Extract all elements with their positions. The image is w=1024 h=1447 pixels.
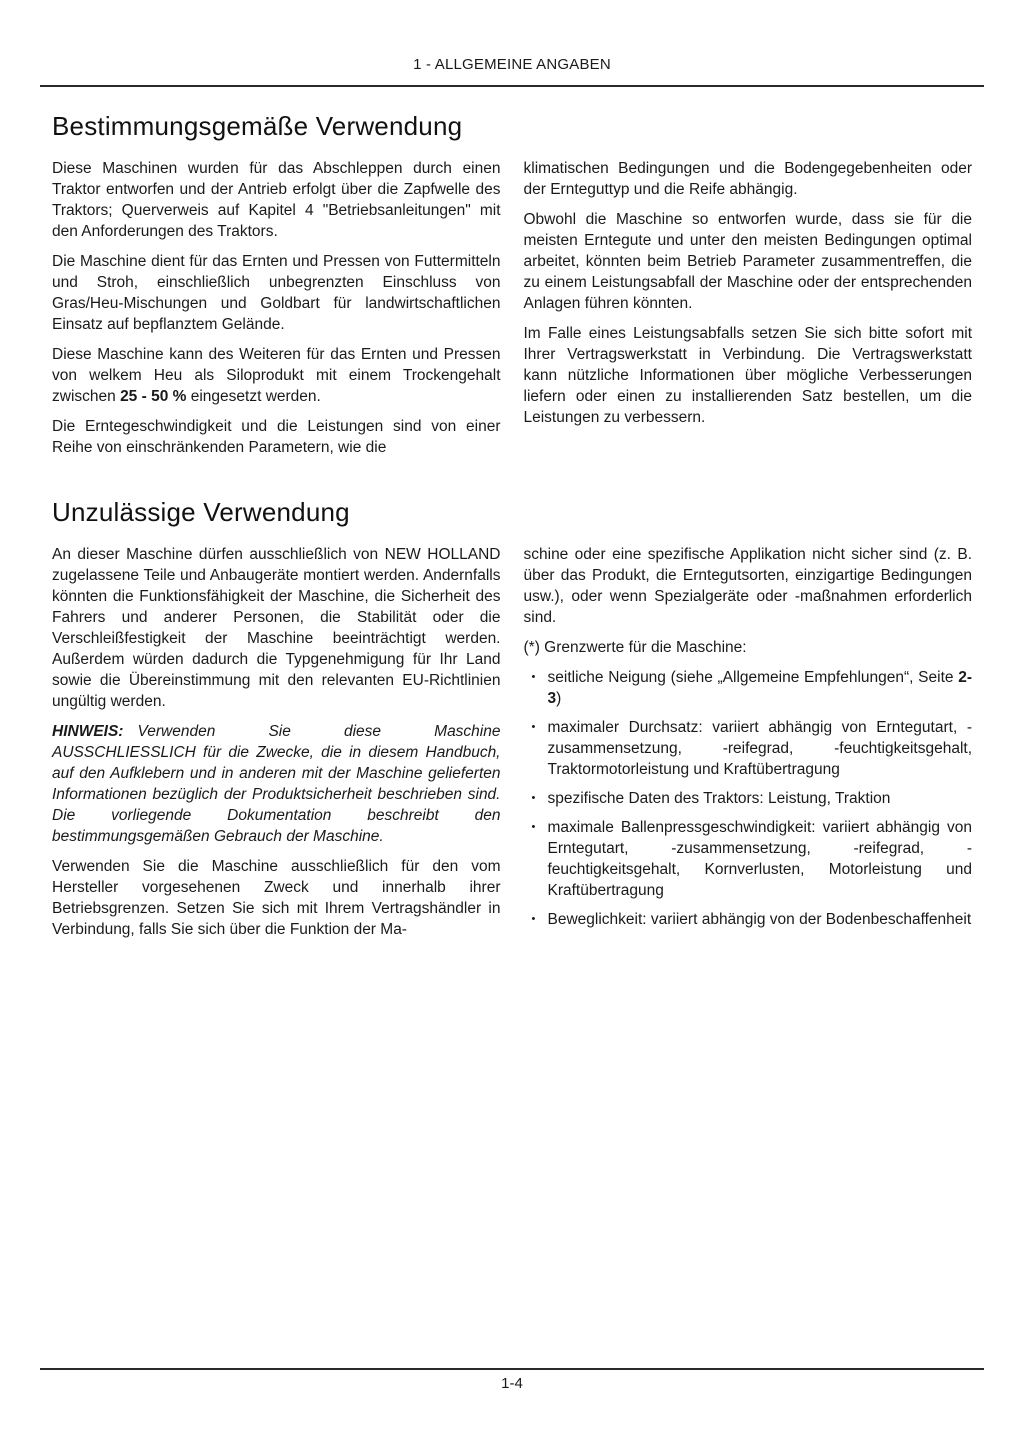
paragraph: schine oder eine spezifische Applikation nicht sicher sind (z. B. über das Produkt, die Erntegutsorten, einzigartige Bedingungen usw.), oder wenn Spezialgeräte oder -maßnahmen erforderlich sind. [523,546,972,626]
page-footer [40,1368,984,1392]
paragraph: Die Erntegeschwindigkeit und die Leistungen sind von einer Reihe von einschränkenden Parametern, wie die [52,418,501,456]
paragraph: Obwohl die Maschine so entworfen wurde, dass sie für die meisten Erntegute und unter den meisten Bedingungen optimal arbeitet, könnten beim Betrieb Parameter zusammentreffen, die zu einem Leistungsabfall der Maschine oder der entsprechenden Anlagen führen könnten. [523,211,972,312]
paragraph [52,344,501,407]
bullet-item [524,667,973,709]
section-title-prohibited-use: Unzulässige Verwendung [52,497,350,527]
paragraph: Die Maschine dient für das Ernten und Pressen von Futtermitteln und Stroh, einschließlich unbegrenzten Einschluss von Gras/Heu-Mischungen und Goldbart für landwirtschaftlichen Einsatz auf bepflanztem Gelände. [52,253,501,333]
section2-left-column [52,544,501,949]
bullet-item [524,717,973,780]
bullet-icon: • [531,792,536,804]
section1-right-column [524,158,973,437]
page-header [0,0,1024,87]
paragraph: klimatischen Bedingungen und die Bodengegebenheiten oder der Ernteguttyp und die Reife abhängig. [523,160,972,198]
section1-left-column [52,158,501,467]
section2-columns [52,544,972,949]
section1-columns [52,158,972,467]
bullet-text: maximaler Durchsatz: variiert abhängig von Erntegutart, -zusammensetzung, -reifegrad, -feuchtigkeitsgehalt, Traktormotorleistung und Kraftübertragung [547,719,972,778]
note-paragraph [52,721,501,847]
bullet-text: maximale Ballenpressgeschwindigkeit: variiert abhängig von Erntegutart, -zusammensetzung, -reifegrad, -feuchtigkeitsgehalt, Kornverlusten, Motorleistung und Kraftübertragung [547,819,972,899]
paragraph: An dieser Maschine dürfen ausschließlich von NEW HOLLAND zugelassene Teile und Anbaugeräte montiert werden. Andernfalls könnten die Funktionsfähigkeit der Maschine, die Sicherheit des Fahrers und anderer Personen, die Stabilität oder die Verschleißfestigkeit der Maschine beeinträchtigt werden. Außerdem würden dadurch die Typgenehmigung für Ihr Land sowie die Übereinstimmung mit den relevanten EU-Richtlinien ungültig werden. [52,546,501,710]
section-title-intended-use: Bestimmungsgemäße Verwendung [52,111,463,141]
text-run: ) [556,690,562,707]
paragraph: Diese Maschinen wurden für das Abschleppen durch einen Traktor entworfen und der Antrieb erfolgt über die Zapfwelle des Traktors; Querverweis auf Kapitel 4 "Betriebsanleitungen" mit den Anforderungen des Traktors. [52,160,501,240]
bullet-text: Beweglichkeit: variiert abhängig von der Bodenbeschaffenheit [547,911,972,928]
bullet-icon: • [531,913,536,925]
paragraph: Verwenden Sie die Maschine ausschließlich für den vom Hersteller vorgesehenen Zweck und innerhalb ihrer Betriebsgrenzen. Setzen Sie sich mit Ihrem Vertragshändler in Verbindung, falls Sie sich über die Funktion der Ma- [52,858,501,938]
bullet-text: spezifische Daten des Traktors: Leistung, Traktion [547,790,891,807]
text-run: seitliche Neigung (siehe „Allgemeine Empfehlungen“, Seite [547,669,959,686]
text-run: eingesetzt werden. [186,388,321,405]
note-label: HINWEIS: [52,723,124,740]
header-rule [40,85,984,87]
bullet-item [524,817,973,901]
bullet-item [524,909,973,930]
page-number: 1-4 [501,1375,523,1392]
bullet-item [524,788,973,809]
bullet-text [548,667,973,709]
header-title: 1 - ALLGEMEINE ANGABEN [413,56,611,73]
section2-right-column [524,544,973,938]
text-run: Diese Maschine kann des Weiteren für das Ernten und Pressen von welkem Heu als Siloprodukt mit einem Trockengehalt zwischen [52,346,501,405]
bold-text: 2-3 [547,669,972,707]
bullet-icon: • [531,671,536,683]
text-run: Verwenden Sie diese Maschine AUSSCHLIESSLICH für die Zwecke, die in diesem Handbuch, auf den Aufklebern und in anderen mit der Maschine gelieferten Informationen bezüglich der Produktsicherheit beschrieben sind. Die vorliegende Dokumentation beschreibt den bestimmungsgemäßen Gebrauch der Maschine. [52,723,501,845]
page-content [0,111,1024,949]
bold-text: 25 - 50 % [120,388,187,405]
bullet-icon: • [531,721,536,733]
bullet-icon: • [531,821,536,833]
paragraph: Im Falle eines Leistungsabfalls setzen Sie sich bitte sofort mit Ihrer Vertragswerkstatt in Verbindung. Die Vertragswerkstatt kann nützliche Informationen über mögliche Verbesserungen liefern oder einen zu installierenden Satz bestellen, um die Leistungen zu verbessern. [523,325,972,426]
paragraph: (*) Grenzwerte für die Maschine: [523,639,747,656]
